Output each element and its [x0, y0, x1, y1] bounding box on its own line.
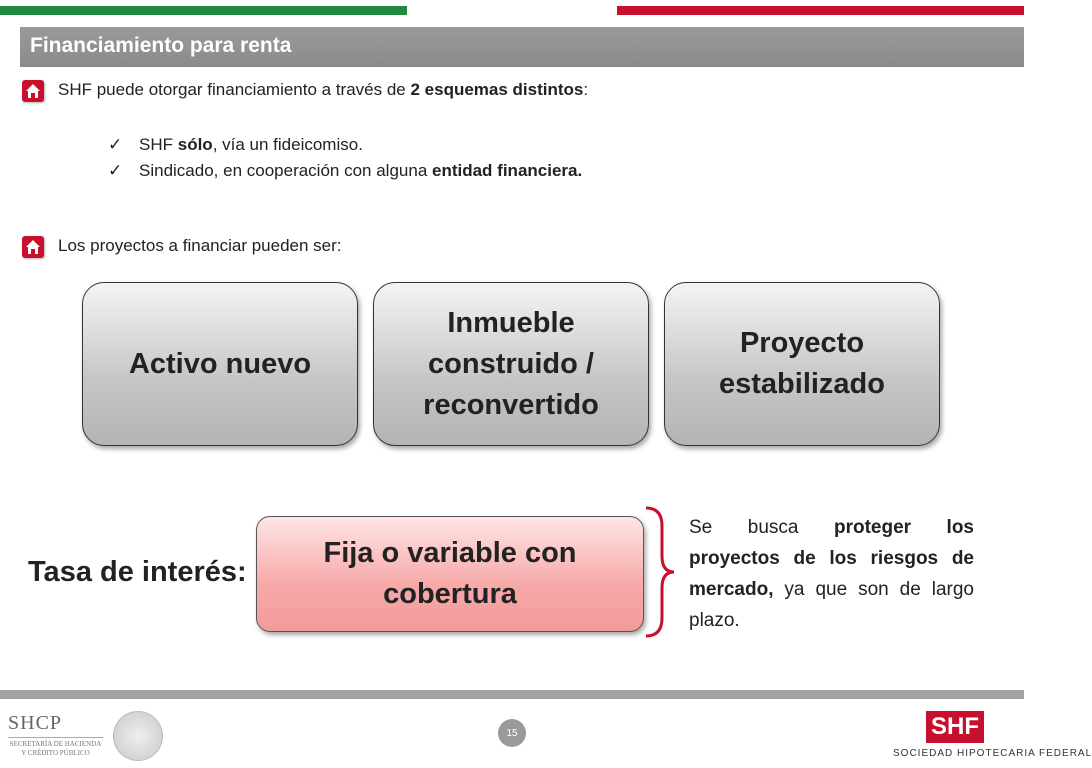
check-text-bold: sólo [177, 135, 213, 154]
flag-green-bar [0, 6, 407, 15]
project-line: construido / [428, 347, 594, 380]
house-icon [22, 80, 44, 102]
interest-label: Tasa de interés: [28, 556, 247, 588]
check-text-part: Sindicado, en cooperación con alguna [139, 161, 432, 180]
project-box-inmueble [373, 282, 649, 446]
project-line: estabilizado [719, 368, 885, 400]
footer-band [0, 690, 1024, 699]
project-line: Activo nuevo [128, 347, 312, 380]
shcp-logo-text: SHCP [8, 712, 63, 734]
bullet-text-part: : [583, 80, 589, 99]
interest-box [256, 516, 644, 632]
interest-note [689, 512, 974, 636]
project-line: Inmueble [447, 306, 575, 339]
check-text-bold: entidad financiera. [432, 161, 583, 180]
shcp-sub: Y CRÉDITO PÚBLICO [21, 749, 90, 757]
note-part: Se busca [689, 517, 834, 538]
project-box-activo-nuevo [82, 282, 358, 446]
check-item-sindicado [139, 161, 582, 181]
curly-brace-icon [640, 504, 680, 640]
interest-line: Fija o variable con [323, 537, 577, 569]
check-icon: ✓ [108, 161, 123, 180]
check-text-part: SHF [139, 135, 178, 154]
check-item-shf [139, 135, 363, 155]
shcp-logo [8, 712, 103, 758]
project-line: reconvertido [423, 388, 599, 421]
check-icon: ✓ [108, 135, 123, 154]
interest-line: cobertura [383, 578, 517, 610]
slide-title: Financiamiento para renta [30, 34, 292, 57]
note-part: ya que son de largo plazo. [689, 579, 974, 631]
national-seal-icon [113, 711, 163, 761]
shf-logo: SHF [926, 711, 984, 743]
project-line: Proyecto [739, 327, 865, 359]
shcp-sub: SECRETARÍA DE HACIENDA [9, 740, 102, 748]
bullet-text-schemes [58, 80, 588, 100]
bullet-text-bold: 2 esquemas distintos [410, 80, 584, 99]
bullet-text-projects: Los proyectos a financiar pueden ser: [58, 236, 342, 255]
bullet-text-part: SHF puede otorgar financiamiento a través de [58, 80, 411, 99]
note-bold: proteger los proyectos de los riesgos de mercado, [689, 517, 974, 600]
check-text-part: , vía un fideicomiso. [212, 135, 363, 154]
project-box-estabilizado [664, 282, 940, 446]
flag-red-bar [617, 6, 1024, 15]
page-number: 15 [498, 719, 526, 747]
house-icon [22, 236, 44, 258]
shf-caption: SOCIEDAD HIPOTECARIA FEDERAL [893, 748, 1092, 759]
